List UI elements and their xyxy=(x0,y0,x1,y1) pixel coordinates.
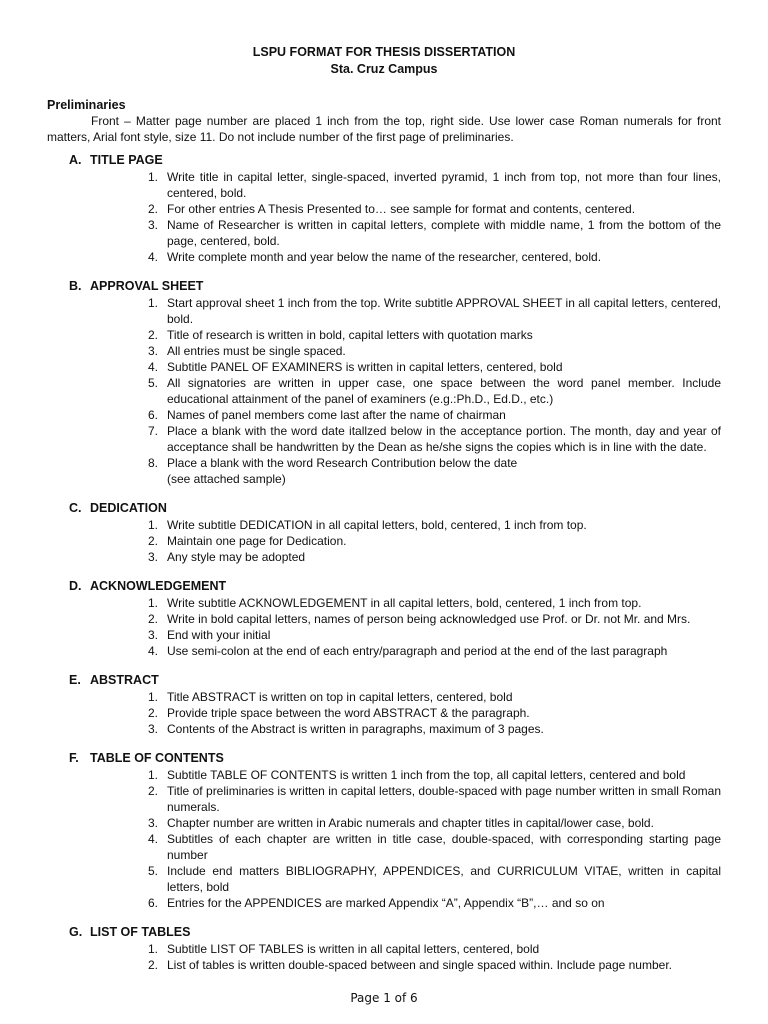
list-item-body xyxy=(158,705,721,721)
list-item-text: Write complete month and year below the name of the researcher, centered, bold. xyxy=(167,250,602,264)
section-title: ABSTRACT xyxy=(90,673,159,687)
list-item xyxy=(47,815,721,831)
list-item-body xyxy=(158,455,721,487)
list-item-body xyxy=(158,375,721,407)
list-item-text: Subtitle PANEL OF EXAMINERS is written in capital letters, centered, bold xyxy=(167,360,563,374)
list-item xyxy=(47,423,721,455)
section-letter: G. xyxy=(69,925,83,939)
list-item-text: Subtitle TABLE OF CONTENTS is written 1 inch from the top, all capital letters, centered and bold xyxy=(167,768,686,782)
list-item-text: Maintain one page for Dedication. xyxy=(167,534,347,548)
list-item-body xyxy=(158,217,721,249)
list-item xyxy=(47,169,721,201)
list-item-number: 3. xyxy=(147,344,158,358)
list-item-text: Use semi-colon at the end of each entry/paragraph and period at the end of the last paragraph xyxy=(167,644,668,658)
section-title: TITLE PAGE xyxy=(90,153,163,167)
section-approval-sheet xyxy=(47,278,721,487)
list-item-text: All entries must be single spaced. xyxy=(167,344,346,358)
section-items xyxy=(47,517,721,565)
section-table-of-contents xyxy=(47,750,721,911)
list-item xyxy=(47,455,721,487)
list-item xyxy=(47,627,721,643)
list-item xyxy=(47,375,721,407)
list-item xyxy=(47,721,721,737)
preliminaries-block xyxy=(47,97,721,145)
list-item-body xyxy=(158,423,721,455)
section-abstract xyxy=(47,672,721,737)
list-item-text: Any style may be adopted xyxy=(167,550,306,564)
list-item-number: 3. xyxy=(147,218,158,232)
list-item xyxy=(47,689,721,705)
section-title-page xyxy=(47,152,721,265)
list-item-body xyxy=(158,595,721,611)
list-item xyxy=(47,533,721,549)
list-item-number: 4. xyxy=(147,644,158,658)
list-item-number: 1. xyxy=(147,170,158,184)
list-item-number: 1. xyxy=(147,690,158,704)
section-letter: E. xyxy=(69,673,81,687)
list-item-text: Write subtitle ACKNOWLEDGEMENT in all capital letters, bold, centered, 1 inch from top. xyxy=(167,596,642,610)
list-item xyxy=(47,611,721,627)
list-item-note: (see attached sample) xyxy=(167,472,286,486)
list-item-body xyxy=(158,831,721,863)
section-letter: D. xyxy=(69,579,82,593)
list-item xyxy=(47,217,721,249)
list-item-number: 1. xyxy=(147,518,158,532)
list-item-text: All signatories are written in upper case, one space between the word panel member. Include educational attainment of the panel of examiners (e.g.:Ph.D., Ed.D., etc.) xyxy=(167,376,721,406)
list-item-number: 2. xyxy=(147,612,158,626)
list-item-number: 2. xyxy=(147,958,158,972)
list-item-body xyxy=(158,343,721,359)
list-item-body xyxy=(158,783,721,815)
list-item xyxy=(47,831,721,863)
section-items xyxy=(47,595,721,659)
list-item-number: 2. xyxy=(147,534,158,548)
list-item xyxy=(47,643,721,659)
list-item-number: 3. xyxy=(147,550,158,564)
list-item-number: 1. xyxy=(147,596,158,610)
list-item-text: Place a blank with the word Research Contribution below the date xyxy=(167,456,518,470)
list-item-text: Provide triple space between the word ABSTRACT & the paragraph. xyxy=(167,706,530,720)
list-item-text: Contents of the Abstract is written in paragraphs, maximum of 3 pages. xyxy=(167,722,544,736)
list-item-body xyxy=(158,533,721,549)
section-letter: C. xyxy=(69,501,82,515)
list-item-text: Chapter number are written in Arabic numerals and chapter titles in capital/lower case, bold. xyxy=(167,816,654,830)
section-items xyxy=(47,941,721,973)
list-item-number: 2. xyxy=(147,328,158,342)
list-item-text: Title of research is written in bold, capital letters with quotation marks xyxy=(167,328,533,342)
list-item xyxy=(47,343,721,359)
list-item-number: 6. xyxy=(147,896,158,910)
list-item-text: Names of panel members come last after the name of chairman xyxy=(167,408,506,422)
section-title: LIST OF TABLES xyxy=(90,925,191,939)
list-item-number: 4. xyxy=(147,832,158,846)
list-item-body xyxy=(158,169,721,201)
section-items xyxy=(47,767,721,911)
list-item xyxy=(47,957,721,973)
section-items xyxy=(47,689,721,737)
list-item xyxy=(47,895,721,911)
list-item-text: Write subtitle DEDICATION in all capital letters, bold, centered, 1 inch from top. xyxy=(167,518,587,532)
document-title: LSPU FORMAT FOR THESIS DISSERTATION xyxy=(252,45,516,59)
preliminaries-text: Front – Matter page number are placed 1 inch from the top, right side. Use lower case Roman numerals for front matters, Arial font style, size 11. Do not include number of the first page of preliminaries. xyxy=(47,114,721,144)
section-heading xyxy=(47,152,721,168)
list-item-body xyxy=(158,327,721,343)
list-item-body xyxy=(158,815,721,831)
list-item-body xyxy=(158,863,721,895)
list-item-text: Entries for the APPENDICES are marked Appendix “A”, Appendix “B”,… and so on xyxy=(167,896,605,910)
list-item-text: Start approval sheet 1 inch from the top. Write subtitle APPROVAL SHEET in all capital letters, centered, bold. xyxy=(167,296,721,326)
list-item xyxy=(47,941,721,957)
list-item-number: 2. xyxy=(147,784,158,798)
list-item-text: For other entries A Thesis Presented to… see sample for format and contents, centered. xyxy=(167,202,636,216)
list-item xyxy=(47,327,721,343)
list-item-number: 5. xyxy=(147,864,158,878)
list-item-number: 3. xyxy=(147,816,158,830)
list-item xyxy=(47,201,721,217)
list-item-text: Title of preliminaries is written in capital letters, double-spaced with page number written in small Roman numerals. xyxy=(167,784,721,814)
list-item-text: Write title in capital letter, single-spaced, inverted pyramid, 1 inch from top, not more than four lines, centered, bold. xyxy=(167,170,721,200)
list-item-number: 4. xyxy=(147,360,158,374)
section-heading xyxy=(47,278,721,294)
section-title: DEDICATION xyxy=(90,501,167,515)
list-item-number: 3. xyxy=(147,722,158,736)
list-item-text: Title ABSTRACT is written on top in capital letters, centered, bold xyxy=(167,690,513,704)
list-item-number: 2. xyxy=(147,202,158,216)
section-dedication xyxy=(47,500,721,565)
list-item-text: Name of Researcher is written in capital letters, complete with middle name, 1 from the bottom of the page, centered, bold. xyxy=(167,218,721,248)
section-heading xyxy=(47,672,721,688)
list-item xyxy=(47,249,721,265)
list-item-number: 8. xyxy=(147,456,158,470)
document-page xyxy=(47,44,721,986)
list-item-body xyxy=(158,627,721,643)
list-item xyxy=(47,407,721,423)
list-item-text: Place a blank with the word date itallzed below in the acceptance portion. The month, day and year of acceptance shall be handwritten by the Dean as he/she signs the copies which is in line with the date. xyxy=(167,424,721,454)
list-item-text: Subtitles of each chapter are written in title case, double-spaced, with corresponding starting page number xyxy=(167,832,721,862)
section-title: ACKNOWLEDGEMENT xyxy=(90,579,227,593)
list-item xyxy=(47,549,721,565)
document-subtitle: Sta. Cruz Campus xyxy=(330,62,438,76)
section-items xyxy=(47,169,721,265)
page-footer: Page 1 of 6 xyxy=(350,991,418,1005)
list-item-number: 1. xyxy=(147,296,158,310)
list-item-body xyxy=(158,549,721,565)
sections-list xyxy=(47,152,721,973)
list-item-body xyxy=(158,407,721,423)
section-acknowledgement xyxy=(47,578,721,659)
list-item-number: 3. xyxy=(147,628,158,642)
list-item-body xyxy=(158,643,721,659)
list-item-body xyxy=(158,611,721,627)
section-items xyxy=(47,295,721,487)
section-letter: A. xyxy=(69,153,82,167)
list-item xyxy=(47,783,721,815)
list-item-number: 1. xyxy=(147,942,158,956)
list-item-body xyxy=(158,359,721,375)
list-item-number: 2. xyxy=(147,706,158,720)
list-item xyxy=(47,767,721,783)
list-item-number: 4. xyxy=(147,250,158,264)
section-heading xyxy=(47,750,721,766)
section-list-of-tables xyxy=(47,924,721,973)
list-item xyxy=(47,863,721,895)
list-item-text: Write in bold capital letters, names of person being acknowledged use Prof. or Dr. not Mr. and Mrs. xyxy=(167,612,691,626)
section-letter: B. xyxy=(69,279,82,293)
list-item-body xyxy=(158,295,721,327)
list-item-text: Include end matters BIBLIOGRAPHY, APPENDICES, and CURRICULUM VITAE, written in capital letters, bold xyxy=(167,864,721,894)
list-item-body xyxy=(158,517,721,533)
list-item-text: Subtitle LIST OF TABLES is written in all capital letters, centered, bold xyxy=(167,942,540,956)
list-item-text: List of tables is written double-spaced between and single spaced within. Include page number. xyxy=(167,958,672,972)
list-item-body xyxy=(158,249,721,265)
list-item xyxy=(47,359,721,375)
section-title: APPROVAL SHEET xyxy=(90,279,204,293)
preliminaries-heading: Preliminaries xyxy=(47,98,126,112)
list-item-number: 7. xyxy=(147,424,158,438)
list-item xyxy=(47,517,721,533)
section-title: TABLE OF CONTENTS xyxy=(90,751,224,765)
list-item-body xyxy=(158,895,721,911)
list-item-body xyxy=(158,767,721,783)
section-letter: F. xyxy=(69,751,79,765)
list-item xyxy=(47,595,721,611)
section-heading xyxy=(47,578,721,594)
list-item-number: 5. xyxy=(147,376,158,390)
list-item-body xyxy=(158,957,721,973)
list-item-text: End with your initial xyxy=(167,628,271,642)
list-item-number: 1. xyxy=(147,768,158,782)
list-item-body xyxy=(158,941,721,957)
section-heading xyxy=(47,924,721,940)
list-item xyxy=(47,295,721,327)
list-item xyxy=(47,705,721,721)
list-item-body xyxy=(158,201,721,217)
section-heading xyxy=(47,500,721,516)
list-item-number: 6. xyxy=(147,408,158,422)
list-item-body xyxy=(158,689,721,705)
list-item-body xyxy=(158,721,721,737)
